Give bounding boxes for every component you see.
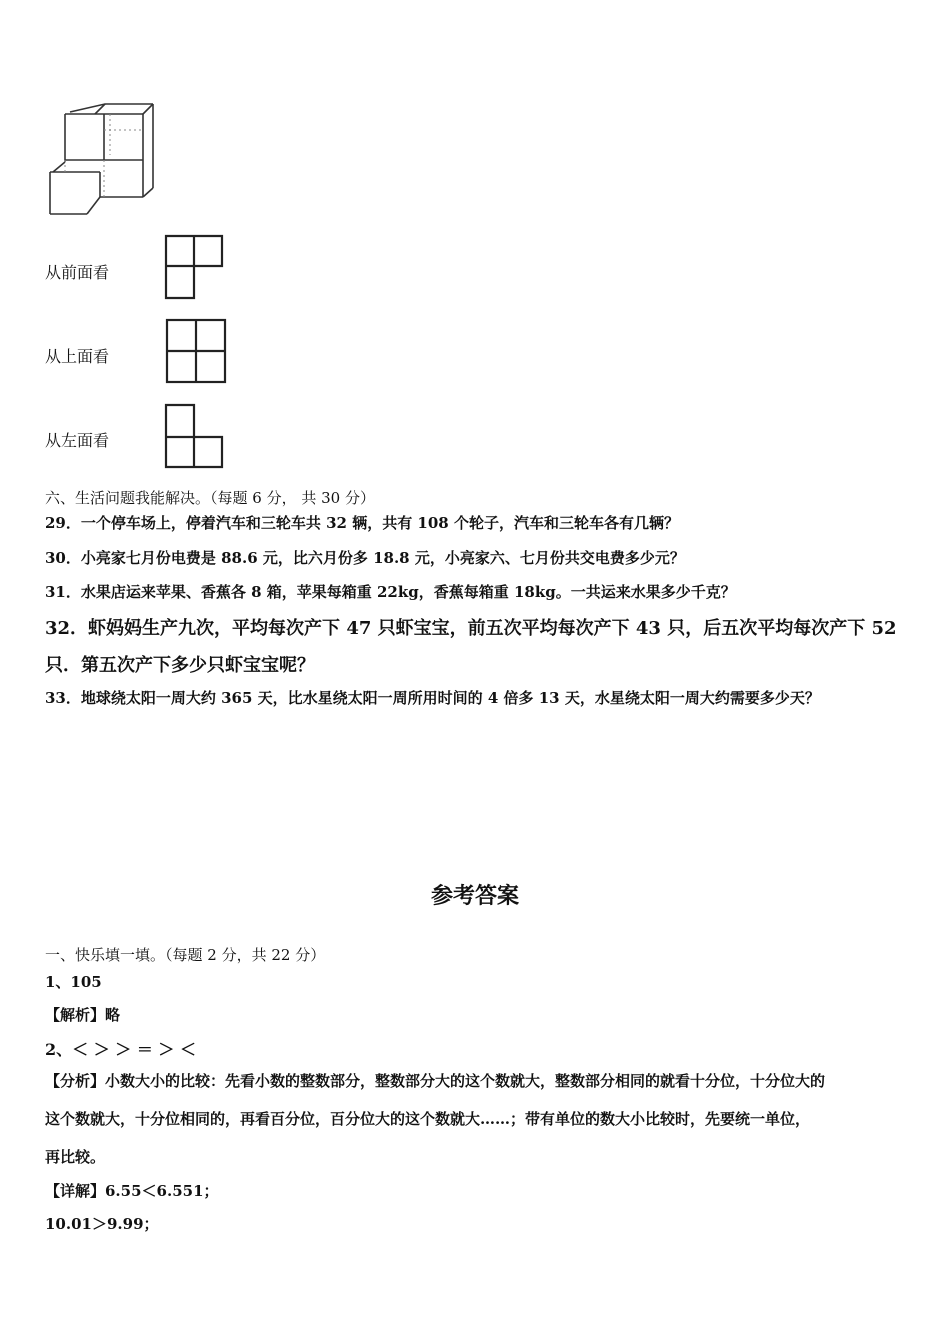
question-29: 29．一个停车场上，停着汽车和三轮车共 32 辆，共有 108 个轮子，汽车和三轮车各有几辆？ xyxy=(45,514,679,532)
answer-2-detail-2: 10.01＞9.99； xyxy=(45,1215,159,1233)
answers-section1-heading: 一、快乐填一填。（每题 2 分，共 22 分） xyxy=(45,946,326,964)
question-30: 30．小亮家七月份电费是 88.6 元，比六月份多 18.8 元，小亮家六、七月份共交电费多少元？ xyxy=(45,549,685,567)
question-32-line2: 只．第五次产下多少只虾宝宝呢？ xyxy=(45,655,315,676)
cube-stack-figure xyxy=(45,100,165,225)
answer-2-detail-1: 【详解】6.55＜6.551； xyxy=(45,1182,219,1200)
answer-2-analysis-line1: 【分析】小数大小的比较：先看小数的整数部分，整数部分大的这个数就大，整数部分相同的就看十分位，十分位大的 xyxy=(45,1072,826,1090)
answer-1: 1、105 xyxy=(45,973,102,991)
answer-2: 2、＜ ＞ ＞ ＝ ＞ ＜ xyxy=(45,1040,196,1059)
view-label-left: 从左面看 xyxy=(45,431,110,450)
answer-2-analysis-line2: 这个数就大，十分位相同的，再看百分位，百分位大的这个数就大……；带有单位的数大小比较时，先要统一单位， xyxy=(45,1110,811,1128)
top-view-grid xyxy=(162,316,232,386)
left-view-grid xyxy=(162,401,232,471)
front-view-grid xyxy=(162,234,232,304)
question-33: 33．地球绕太阳一周大约 365 天，比水星绕太阳一周所用时间的 4 倍多 13 天，水星绕太阳一周大约需要多少天？ xyxy=(45,689,820,707)
answers-title: 参考答案 xyxy=(430,883,519,909)
answer-1-analysis: 【解析】略 xyxy=(45,1006,121,1024)
view-label-top: 从上面看 xyxy=(45,347,110,366)
view-label-front: 从前面看 xyxy=(45,263,110,282)
answer-2-analysis-line3: 再比较。 xyxy=(45,1148,106,1166)
question-31: 31．水果店运来苹果、香蕉各 8 箱，苹果每箱重 22kg，香蕉每箱重 18kg。一共运来水果多少千克？ xyxy=(45,583,736,601)
question-32-line1: 32．虾妈妈生产九次，平均每次产下 47 只虾宝宝，前五次平均每次产下 43 只，后五次平均每次产下 52 xyxy=(45,618,897,639)
section6-heading: 六、生活问题我能解决。（每题 6 分， 共 30 分） xyxy=(45,489,375,507)
